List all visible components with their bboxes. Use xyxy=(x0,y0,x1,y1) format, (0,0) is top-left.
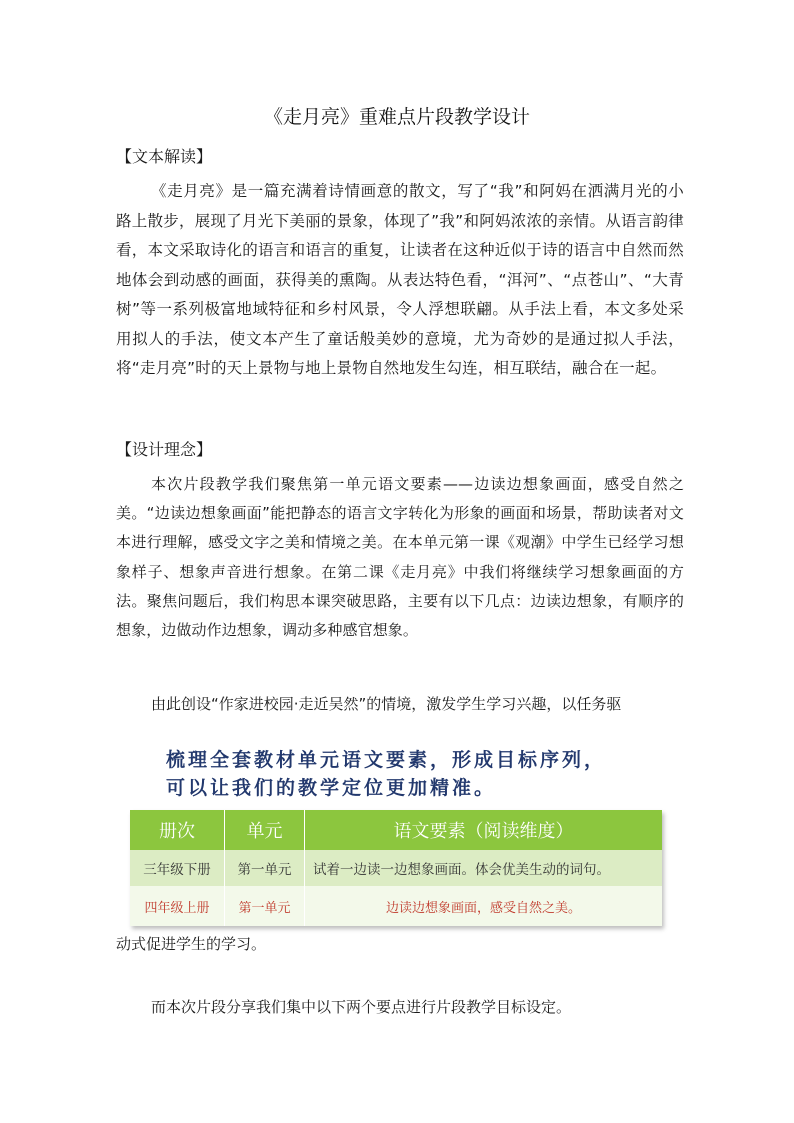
figure-caption-line-2: 可以让我们的教学定位更加精准。 xyxy=(166,777,497,799)
line-before-figure: 由此创设“作家进校园·走近吴然”的情境，激发学生学习兴趣，以任务驱 xyxy=(151,695,622,713)
design-concept-paragraph: 本次片段教学我们聚焦第一单元语文要素——边读边想象画面，感受自然之美。“边读边想象画面”能把静态的语言文字转化为形象的画面和场景，帮助读者对文本进行理解，感受文字之美和情境之美。在本单元第一课《观潮》中学生已经学习想象样子、想象声音进行想象。在第二课《走月亮》中我们将继续学习想象画面的方法。聚焦问题后，我们构思本课突破思路，主要有以下几点：边读边想象，有顺序的想象，边做动作边想象，调动多种感官想象。 xyxy=(116,475,684,640)
element-table xyxy=(130,810,662,926)
table-cell: 边读边想象画面，感受自然之美。 xyxy=(304,886,662,926)
table-cell: 试着一边读一边想象画面。体会优美生动的词句。 xyxy=(304,850,662,886)
table-cell: 第一单元 xyxy=(224,886,304,926)
element-table-figure xyxy=(130,740,665,928)
document-title: 《走月亮》重难点片段教学设计 xyxy=(263,106,530,128)
table-header-row xyxy=(130,810,662,850)
last-line: 而本次片段分享我们集中以下两个要点进行片段教学目标设定。 xyxy=(151,998,572,1016)
table-row xyxy=(130,850,662,886)
table-cell: 第一单元 xyxy=(224,850,304,886)
table-cell: 三年级下册 xyxy=(143,862,211,878)
section-heading-design-concept: 【设计理念】 xyxy=(116,440,213,459)
table-header-volume: 册次 xyxy=(159,821,195,842)
figure-caption-line-1: 梳理全套教材单元语文要素，形成目标序列， xyxy=(166,749,607,771)
table-header-unit: 单元 xyxy=(224,810,304,850)
section-heading-text-analysis: 【文本解读】 xyxy=(116,147,213,166)
table-row xyxy=(130,886,662,926)
line-after-figure: 动式促进学生的学习。 xyxy=(116,935,267,953)
table-cell: 四年级上册 xyxy=(144,900,210,916)
table-header-element: 语文要素（阅读维度） xyxy=(304,810,662,850)
text-analysis-paragraph: 《走月亮》是一篇充满着诗情画意的散文，写了“我”和阿妈在洒满月光的小路上散步，展现了月光下美丽的景象，体现了”我”和阿妈浓浓的亲情。从语言韵律看，本文采取诗化的语言和语言的重复，让读者在这种近似于诗的语言中自然而然地体会到动感的画面，获得美的熏陶。从表达特色看，“洱河”、“点苍山”、“大青树”等一系列极富地域特征和乡村风景，令人浮想联翩。从手法上看，本文多处采用拟人的手法，使文本产生了童话般美妙的意境，尤为奇妙的是通过拟人手法，将“走月亮”时的天上景物与地上景物自然地发生勾连，相互联结，融合在一起。 xyxy=(116,182,684,377)
